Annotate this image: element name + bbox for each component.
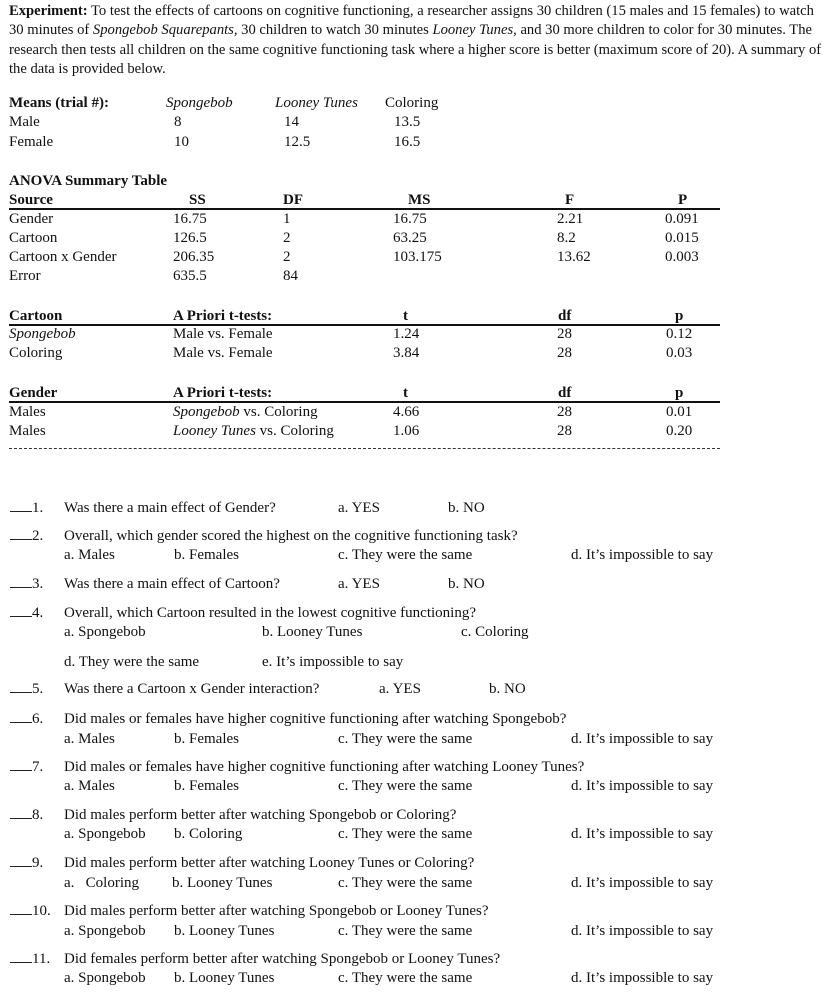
- means-cell: 12.5: [284, 134, 311, 150]
- question-3: 3.: [10, 575, 43, 593]
- question-6: 6.: [10, 710, 43, 728]
- cartoon-df: 28: [557, 326, 572, 342]
- answer-blank[interactable]: [10, 758, 32, 771]
- question-text: Overall, which Cartoon resulted in the lowest cognitive functioning?: [64, 605, 476, 621]
- option-d[interactable]: d. It’s impossible to say: [571, 875, 714, 891]
- anova-ss: 635.5: [173, 268, 207, 284]
- option-yes[interactable]: a. YES: [338, 500, 380, 516]
- option-d[interactable]: d. It’s impossible to say: [571, 547, 714, 563]
- means-cell: 13.5: [394, 114, 421, 130]
- gender-header-df: df: [558, 385, 572, 401]
- anova-df: 2: [283, 249, 291, 265]
- answer-blank[interactable]: [10, 854, 32, 867]
- means-col-spongebob: Spongebob: [166, 95, 233, 111]
- means-col-coloring: Coloring: [385, 95, 439, 111]
- anova-header-p: P: [678, 192, 688, 208]
- option-b[interactable]: b. Coloring: [174, 826, 243, 842]
- option-yes[interactable]: a. YES: [338, 576, 380, 592]
- option-b[interactable]: b. Females: [174, 547, 239, 563]
- option-d[interactable]: d. It’s impossible to say: [571, 826, 714, 842]
- anova-ms: 16.75: [393, 211, 427, 227]
- answer-blank[interactable]: [10, 575, 32, 588]
- anova-header-source: Source: [9, 192, 53, 208]
- anova-header-ss: SS: [189, 192, 206, 208]
- means-row-label: Male: [9, 114, 40, 130]
- option-d[interactable]: d. It’s impossible to say: [571, 923, 714, 939]
- option-b[interactable]: b. Looney Tunes: [262, 624, 363, 640]
- anova-header-f: F: [565, 192, 575, 208]
- option-c[interactable]: c. They were the same: [338, 875, 473, 891]
- anova-ms: 63.25: [393, 230, 427, 246]
- cartoon-p: 0.03: [666, 345, 693, 361]
- question-text: Did males or females have higher cognitive functioning after watching Looney Tunes?: [64, 759, 585, 775]
- anova-f: 8.2: [557, 230, 576, 246]
- question-4: 4.: [10, 604, 43, 622]
- cartoon-group: Coloring: [9, 345, 63, 361]
- question-text: Did males perform better after watching Spongebob or Looney Tunes?: [64, 903, 489, 919]
- option-a[interactable]: a. Coloring: [64, 875, 139, 891]
- question-5: 5.: [10, 680, 43, 698]
- means-cell: 8: [174, 114, 182, 130]
- cartoon-df: 28: [557, 345, 572, 361]
- question-text: Did males perform better after watching Spongebob or Coloring?: [64, 807, 457, 823]
- answer-blank[interactable]: [10, 527, 32, 540]
- answer-blank[interactable]: [10, 950, 32, 963]
- option-a[interactable]: a. Spongebob: [64, 826, 146, 842]
- gender-header-p: p: [675, 385, 684, 401]
- anova-df: 84: [283, 268, 298, 284]
- question-text: Did males or females have higher cognitive functioning after watching Spongebob?: [64, 711, 567, 727]
- option-b[interactable]: b. Looney Tunes: [172, 875, 273, 891]
- gender-t: 4.66: [393, 404, 420, 420]
- gender-header-rule: [9, 401, 720, 403]
- section-divider: [9, 448, 720, 449]
- anova-df: 2: [283, 230, 291, 246]
- question-11: 11.: [10, 950, 50, 968]
- answer-blank[interactable]: [10, 604, 32, 617]
- question-text: Was there a main effect of Cartoon?: [64, 576, 280, 592]
- anova-df: 1: [283, 211, 291, 227]
- gender-group: Males: [9, 404, 46, 420]
- option-c[interactable]: c. They were the same: [338, 547, 473, 563]
- experiment-description: Experiment: To test the effects of cartoons on cognitive functioning, a researcher assigns 30 children (15 males and 15 females) to watch 30 minutes of Spongebob Squarepants, 30 children to watch 30 minutes Looney Tunes, and 30 more children to color for 30 minutes. The research then tests all children on the same cognitive functioning task where a higher score is better (maximum score of 20). A summary of the data is provided below.: [9, 3, 822, 78]
- anova-p: 0.091: [665, 211, 699, 227]
- option-no[interactable]: b. NO: [448, 576, 485, 592]
- cartoon-t: 3.84: [393, 345, 420, 361]
- cartoon-header-comparison: A Priori t-tests:: [173, 308, 273, 324]
- gender-group: Males: [9, 423, 46, 439]
- anova-header-rule: [9, 208, 720, 210]
- option-yes[interactable]: a. YES: [379, 681, 421, 697]
- anova-ms: 103.175: [393, 249, 442, 265]
- option-c[interactable]: c. They were the same: [338, 923, 473, 939]
- option-a[interactable]: a. Males: [64, 731, 115, 747]
- anova-source: Error: [9, 268, 41, 284]
- anova-source: Cartoon: [9, 230, 58, 246]
- question-9: 9.: [10, 854, 43, 872]
- gender-df: 28: [557, 404, 572, 420]
- gender-p: 0.20: [666, 423, 693, 439]
- option-c[interactable]: c. They were the same: [338, 826, 473, 842]
- means-cell: 16.5: [394, 134, 421, 150]
- option-b[interactable]: b. Looney Tunes: [174, 923, 275, 939]
- cartoon-group: Spongebob: [9, 326, 76, 342]
- means-row-label: Female: [9, 134, 54, 150]
- cartoon-comparison: Male vs. Female: [173, 326, 273, 342]
- gender-df: 28: [557, 423, 572, 439]
- gender-header-comparison: A Priori t-tests:: [173, 385, 273, 401]
- anova-ss: 126.5: [173, 230, 207, 246]
- option-c[interactable]: c. They were the same: [338, 778, 473, 794]
- anova-source: Cartoon x Gender: [9, 249, 117, 265]
- answer-blank[interactable]: [10, 806, 32, 819]
- anova-f: 2.21: [557, 211, 584, 227]
- anova-header-df: DF: [283, 192, 303, 208]
- question-10: 10.: [10, 902, 51, 920]
- answer-blank[interactable]: [10, 499, 32, 512]
- option-b[interactable]: b. Looney Tunes: [174, 970, 275, 986]
- option-d[interactable]: d. It’s impossible to say: [571, 731, 714, 747]
- answer-blank[interactable]: [10, 710, 32, 723]
- gender-p: 0.01: [666, 404, 693, 420]
- question-2: 2.: [10, 527, 43, 545]
- question-1: 1.: [10, 499, 43, 517]
- anova-source: Gender: [9, 211, 54, 227]
- question-text: Did males perform better after watching Looney Tunes or Coloring?: [64, 855, 475, 871]
- question-text: Was there a Cartoon x Gender interaction?: [64, 681, 320, 697]
- option-no[interactable]: b. NO: [489, 681, 526, 697]
- anova-f: 13.62: [557, 249, 591, 265]
- option-a[interactable]: a. Spongebob: [64, 624, 146, 640]
- means-title: Means (trial #):: [9, 95, 109, 111]
- option-d[interactable]: d. They were the same: [64, 654, 200, 670]
- cartoon-header-rule: [9, 324, 720, 326]
- option-c[interactable]: c. They were the same: [338, 731, 473, 747]
- cartoon-p: 0.12: [666, 326, 693, 342]
- means-cell: 14: [284, 114, 299, 130]
- option-d[interactable]: d. It’s impossible to say: [571, 970, 714, 986]
- gender-header-t: t: [403, 385, 408, 401]
- experiment-label: Experiment:: [9, 3, 88, 19]
- cartoon-header-group: Cartoon: [9, 308, 63, 324]
- question-text: Was there a main effect of Gender?: [64, 500, 276, 516]
- gender-comparison: Looney Tunes vs. Coloring: [173, 423, 334, 439]
- option-d[interactable]: d. It’s impossible to say: [571, 778, 714, 794]
- option-no[interactable]: b. NO: [448, 500, 485, 516]
- cartoon-header-df: df: [558, 308, 572, 324]
- answer-blank[interactable]: [10, 680, 32, 693]
- anova-title: ANOVA Summary Table: [9, 173, 168, 189]
- question-text: Overall, which gender scored the highest on the cognitive functioning task?: [64, 528, 518, 544]
- option-a[interactable]: a. Spongebob: [64, 970, 146, 986]
- answer-blank[interactable]: [10, 902, 32, 915]
- question-text: Did females perform better after watching Spongebob or Looney Tunes?: [64, 951, 501, 967]
- cartoon-comparison: Male vs. Female: [173, 345, 273, 361]
- option-b[interactable]: b. Females: [174, 731, 239, 747]
- option-e[interactable]: e. It’s impossible to say: [262, 654, 404, 670]
- gender-header-group: Gender: [9, 385, 58, 401]
- option-b[interactable]: b. Females: [174, 778, 239, 794]
- question-7: 7.: [10, 758, 43, 776]
- anova-ss: 206.35: [173, 249, 215, 265]
- cartoon-header-p: p: [675, 308, 684, 324]
- gender-comparison: Spongebob vs. Coloring: [173, 404, 318, 420]
- question-8: 8.: [10, 806, 43, 824]
- option-c[interactable]: c. Coloring: [461, 624, 529, 640]
- means-cell: 10: [174, 134, 189, 150]
- option-c[interactable]: c. They were the same: [338, 970, 473, 986]
- option-a[interactable]: a. Spongebob: [64, 923, 146, 939]
- option-a[interactable]: a. Males: [64, 547, 115, 563]
- cartoon-header-t: t: [403, 308, 408, 324]
- cartoon-t: 1.24: [393, 326, 420, 342]
- gender-t: 1.06: [393, 423, 420, 439]
- means-col-looney-tunes: Looney Tunes: [275, 95, 358, 111]
- anova-header-ms: MS: [408, 192, 431, 208]
- anova-p: 0.015: [665, 230, 699, 246]
- option-a[interactable]: a. Males: [64, 778, 115, 794]
- anova-ss: 16.75: [173, 211, 207, 227]
- anova-p: 0.003: [665, 249, 699, 265]
